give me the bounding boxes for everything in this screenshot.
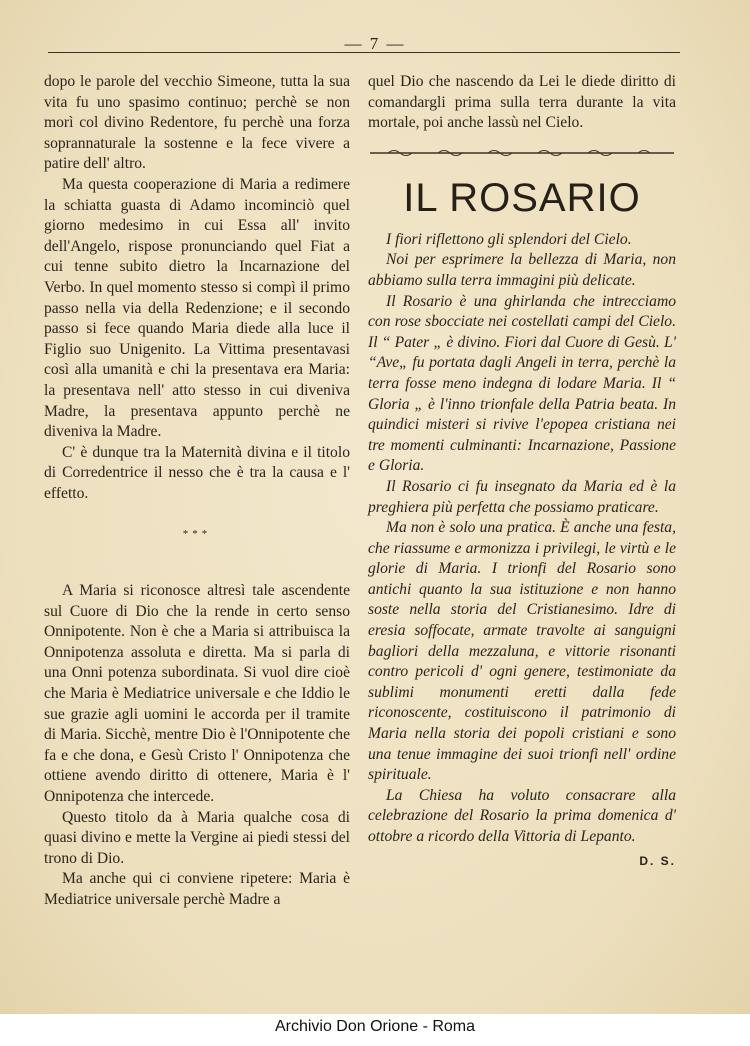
paragraph: Il Rosario è una ghirlanda che intrecciamo con rose sbocciate nei costellati campi del Cielo. Il “ Pater „ è divino. Fiori dal Cuore di Gesù. L' “Ave„ fu portata dagli Angeli in terra, perchè la terra fosse meno indegna di lodare Maria. Il “ Gloria „ è l'inno trionfale della Patria beata. In quindici misteri si rivive l'epopea cristiana nei tre momenti culminanti: Incarnazione, Passione e Gloria. bbox=[368, 292, 676, 475]
header-rule bbox=[48, 52, 680, 53]
paragraph: A Maria si riconosce altresì tale ascendente sul Cuore di Dio che la rende in certo senso Onnipotente. Non è che a Maria si attribuisca la Onnipotenza assoluta e diretta. Ma si parla di una Onni potenza subordinata. Si vuol dire cioè che Maria è Mediatrice universale e che Iddio le sue grazie agli uomini le accorda per il tramite di Maria. Sicchè, mentre Dio è l'Onnipotente che fa e che dona, e Gesù Cristo l' Onnipotenza che ottiene avendo diritto di ottenere, Maria è l' Onnipotenza che intercede. bbox=[44, 582, 350, 805]
article-body bbox=[368, 230, 676, 868]
paragraph: I fiori riflettono gli splendori del Cielo. bbox=[386, 230, 632, 248]
paragraph: Noi per esprimere la bellezza di Maria, non abbiamo sulla terra immagini più delicate. bbox=[368, 251, 676, 289]
footer-text: Archivio Don Orione - Roma bbox=[274, 1018, 476, 1035]
paragraph: dopo le parole del vecchio Simeone, tutta la sua vita fu uno spasimo continuo; perchè se non morì col divino Redentore, fu perchè una forza soprannaturale la sostenne e la fece vivere a patire dell' altro. bbox=[44, 73, 350, 173]
paragraph-last bbox=[368, 786, 676, 868]
right-column bbox=[368, 72, 676, 871]
paragraph: Ma non è solo una pratica. È anche una festa, che riassume e armonizza i privilegi, le virtù e le glorie di Maria. I trionfi del Rosario sono antichi quanto la sua istituzione e non hanno soste nella storia del Cristianesimo. Idre di eresia soffocate, armate travolte ai sanguigni bagliori della mezzaluna, e vittorie risonanti contro pericoli d' ogni genere, testimoniate da sublimi monumenti eretti dalla fede riconoscente, costituiscono il patrimonio di Maria nella storia dei popoli cristiani e sono una tenue immagine dei suoi trionfi nell' ordine spirituale. bbox=[368, 519, 676, 784]
paragraph-text: La Chiesa ha voluto consacrare alla celebrazione del Rosario la prima domenica d' ottobre a ricordo della Vittoria di Lepanto. bbox=[368, 786, 676, 845]
page-number: — 7 — bbox=[344, 34, 406, 53]
left-column bbox=[44, 72, 350, 911]
paragraph: Ma questa cooperazione di Maria a redimere la schiatta guasta di Adamo incominciò quel giorno medesimo in cui Essa all' invito dell'Angelo, rispose pronunciando quel Fiat a cui tenne subito dietro la Incarnazione del Verbo. In quel momento stesso si compì il primo passo nella via della Redenzione; e il secondo passo si fece quando Maria diede alla luce il Figlio suo Unigenito. La Vittima presentavasi così alla umanità e chi la presentava era Maria: la presentava nell' atto stesso in cui diveniva Madre, la presentava appunto perchè ne diveniva la Madre. bbox=[44, 175, 350, 441]
archive-footer bbox=[0, 1014, 750, 1046]
article-title: IL ROSARIO bbox=[403, 175, 641, 220]
ornamental-divider bbox=[368, 146, 676, 160]
paragraph: C' è dunque tra la Maternità divina e il titolo di Corredentrice il nesso che è tra la causa e l' effetto. bbox=[44, 443, 350, 502]
section-separator: *** bbox=[182, 528, 212, 541]
author-signature: D. S. bbox=[639, 853, 676, 868]
paragraph: Il Rosario ci fu insegnato da Maria ed è la preghiera più perfetta che possiamo praticare. bbox=[368, 477, 676, 516]
paragraph: Ma anche qui ci conviene ripetere: Maria è Mediatrice universale perchè Madre a bbox=[44, 870, 350, 908]
paragraph: Questo titolo da à Maria qualche cosa di quasi divino e mette la Vergine ai piedi stessi del trono di Dio. bbox=[44, 808, 350, 867]
paragraph-continuation: quel Dio che nascendo da Lei le diede diritto di comandargli prima sulla terra durante la vita mortale, poi anche lassù nel Cielo. bbox=[368, 73, 676, 132]
